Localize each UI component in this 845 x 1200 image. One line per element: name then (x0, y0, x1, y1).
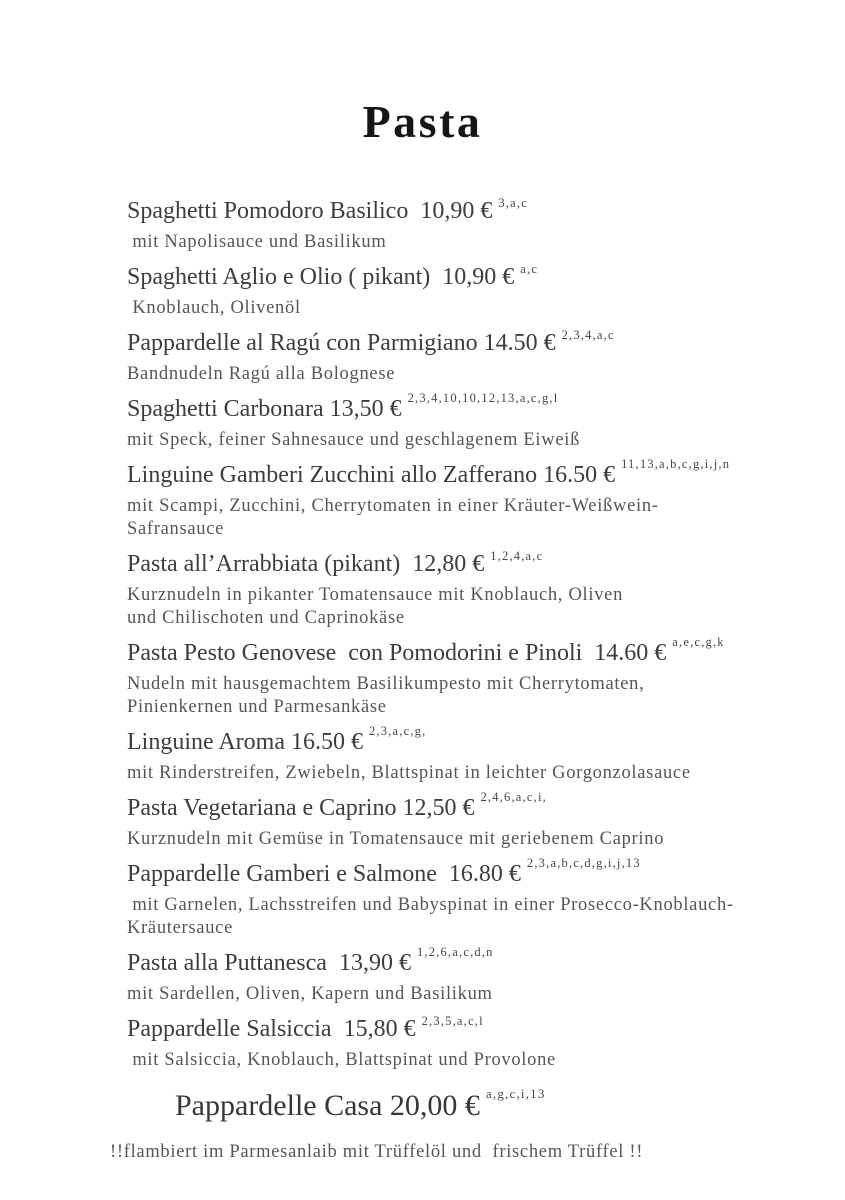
menu-item (127, 637, 815, 719)
menu-item (127, 548, 815, 630)
allergen-codes: a,c (520, 262, 539, 276)
menu-item (127, 726, 815, 785)
menu-item-line (127, 637, 815, 673)
dish-price: 20,00 € (389, 1089, 480, 1122)
allergen-codes: 2,3,5,a,c,l (421, 1014, 484, 1028)
dish-price: 15,80 € (343, 1016, 416, 1042)
allergen-codes: 1,2,6,a,c,d,n (416, 945, 494, 959)
allergen-codes: a,g,c,i,13 (485, 1086, 546, 1101)
dish-description-line: !!flambiert im Parmesanlaib mit Trüffelöl und frischem Trüffel !! (110, 1142, 644, 1162)
menu-item (127, 327, 815, 386)
menu-item-line (127, 393, 815, 429)
dish-description-line: mit Salsiccia, Knoblauch, Blattspinat und Provolone (127, 1050, 556, 1070)
dish-description-line: Kurznudeln mit Gemüse in Tomatensauce mit geriebenem Caprino (127, 829, 665, 849)
dish-price: 13,90 € (338, 950, 411, 976)
dish-name: Pasta alla Puttanesca (127, 950, 339, 976)
dish-description-line: und Chilischoten und Caprinokäse (127, 608, 405, 628)
allergen-codes: 2,3,4,a,c (561, 328, 615, 342)
menu-item (127, 858, 815, 940)
allergen-codes: 3,a,c (498, 196, 528, 210)
menu-item-line (127, 792, 815, 828)
menu-item-line (127, 261, 815, 297)
dish-description-line: Pinienkernen und Parmesankäse (127, 697, 387, 717)
dish-price: 13,50 € (329, 396, 402, 422)
menu-item-line (127, 1079, 815, 1138)
dish-name: Pappardelle al Ragú con Parmigiano (127, 330, 484, 356)
dish-name: Pasta Vegetariana e Caprino (127, 795, 403, 821)
menu-item (127, 261, 815, 320)
allergen-codes: 1,2,4,a,c (490, 549, 544, 563)
dish-description-line: Bandnudeln Ragú alla Bolognese (127, 364, 396, 384)
menu-item (127, 1013, 815, 1072)
dish-name: Spaghetti Aglio e Olio ( pikant) (127, 264, 443, 290)
allergen-codes: a,e,c,g,k (672, 635, 725, 649)
menu-item-list (0, 195, 845, 1164)
dish-description-line: mit Sardellen, Oliven, Kapern und Basilikum (127, 984, 493, 1004)
menu-item-line (127, 947, 815, 983)
dish-name: Pappardelle Gamberi e Salmone (127, 861, 449, 887)
dish-name: Pappardelle Casa (175, 1089, 390, 1122)
menu-item (127, 195, 815, 254)
dish-name: Spaghetti Carbonara (127, 396, 330, 422)
dish-price: 16.50 € (543, 462, 616, 488)
dish-name: Pasta all’Arrabbiata (pikant) (127, 551, 413, 577)
menu-item-line (127, 195, 815, 231)
allergen-codes: 11,13,a,b,c,g,i,j,n (621, 457, 731, 471)
dish-name: Pappardelle Salsiccia (127, 1016, 344, 1042)
menu-item-line (127, 459, 815, 495)
dish-price: 16.50 € (290, 729, 363, 755)
allergen-codes: 2,3,a,b,c,d,g,i,j,13 (526, 856, 641, 870)
dish-name: Pasta Pesto Genovese con Pomodorini e Pinoli (127, 640, 595, 666)
dish-description-line: mit Rinderstreifen, Zwiebeln, Blattspinat in leichter Gorgonzolasauce (127, 763, 691, 783)
dish-price: 12,50 € (402, 795, 475, 821)
menu-item (127, 792, 815, 851)
allergen-codes: 2,3,4,10,10,12,13,a,c,g,l (407, 391, 559, 405)
menu-item-line (127, 858, 815, 894)
dish-name: Spaghetti Pomodoro Basilico (127, 198, 421, 224)
dish-description-line: mit Speck, feiner Sahnesauce und geschlagenem Eiweiß (127, 430, 581, 450)
menu-item-line (127, 548, 815, 584)
dish-description-line: Kräutersauce (127, 918, 233, 938)
dish-price: 10,90 € (420, 198, 493, 224)
dish-price: 12,80 € (412, 551, 485, 577)
menu-item (127, 947, 815, 1006)
dish-price: 10,90 € (442, 264, 515, 290)
dish-description-line: Kurznudeln in pikanter Tomatensauce mit Knoblauch, Oliven (127, 585, 624, 605)
menu-item-line (127, 726, 815, 762)
dish-price: 14.50 € (483, 330, 556, 356)
dish-name: Linguine Gamberi Zucchini allo Zafferano (127, 462, 544, 488)
dish-description-line: Knoblauch, Olivenöl (127, 298, 301, 318)
allergen-codes: 2,4,6,a,c,i, (480, 790, 547, 804)
dish-price: 16.80 € (448, 861, 521, 887)
menu-item-line (127, 1013, 815, 1049)
dish-description-line: mit Garnelen, Lachsstreifen und Babyspinat in einer Prosecco-Knoblauch- (127, 895, 734, 915)
allergen-codes: 2,3,a,c,g, (368, 724, 427, 738)
dish-name: Linguine Aroma (127, 729, 291, 755)
menu-item-featured (110, 1079, 815, 1164)
dish-description-line: Nudeln mit hausgemachtem Basilikumpesto mit Cherrytomaten, (127, 674, 645, 694)
menu-item-line (127, 327, 815, 363)
menu-item (127, 459, 815, 541)
menu-item (127, 393, 815, 452)
dish-description-line: mit Napolisauce und Basilikum (127, 232, 387, 252)
dish-description-line: mit Scampi, Zucchini, Cherrytomaten in einer Kräuter-Weißwein- (127, 496, 659, 516)
dish-description-line: Safransauce (127, 519, 225, 539)
page-title: Pasta (362, 96, 483, 147)
dish-price: 14.60 € (594, 640, 667, 666)
